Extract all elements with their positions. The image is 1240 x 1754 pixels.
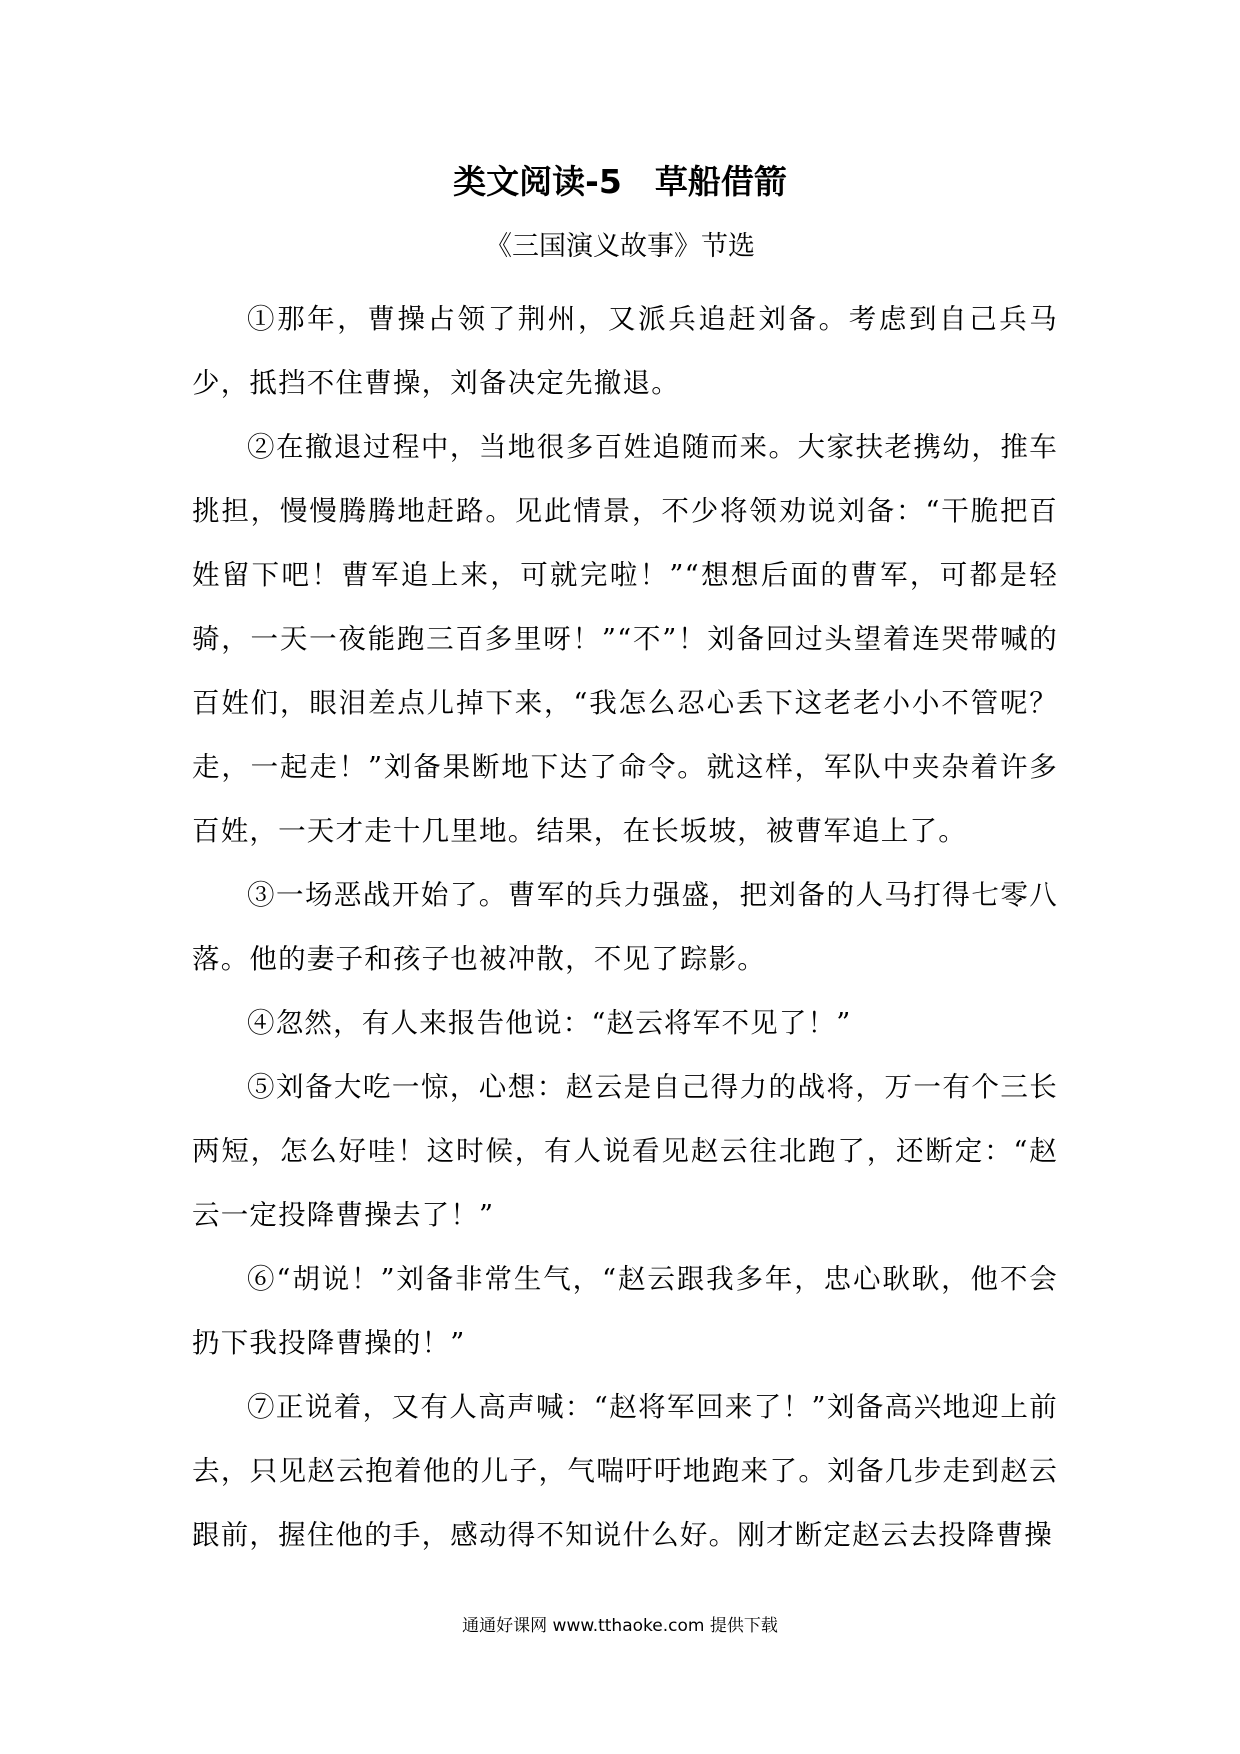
paragraph-2: ②在撤退过程中，当地很多百姓追随而来。大家扶老携幼，推车挑担，慢慢腾腾地赶路。见此情景，不少将领劝说刘备：“干脆把百姓留下吧！曹军追上来，可就完啦！”“想想后面的曹军，可都是轻骑，一天一夜能跑三百多里呀！”“不”！刘备回过头望着连哭带喊的百姓们，眼泪差点儿掉下来，“我怎么忍心丢下这老老小小不管呢？走，一起走！”刘备果断地下达了命令。就这样，军队中夹杂着许多百姓，一天才走十几里地。结果，在长坂坡，被曹军追上了。 bbox=[192, 431, 1058, 847]
page-footer: 通通好课网 www.tthaoke.com 提供下载 bbox=[462, 1616, 778, 1636]
paragraph-7: ⑦正说着，又有人高声喊：“赵将军回来了！”刘备高兴地迎上前去，只见赵云抱着他的儿子，气喘吁吁地跑来了。刘备几步走到赵云跟前，握住他的手，感动得不知说什么好。刚才断定赵云去投降曹操 bbox=[192, 1391, 1058, 1551]
document-subtitle: 《三国演义故事》节选 bbox=[485, 231, 755, 262]
document-title: 类文阅读-5 草船借箭 bbox=[453, 162, 787, 201]
paragraph-6: ⑥“胡说！”刘备非常生气，“赵云跟我多年，忠心耿耿，他不会扔下我投降曹操的！” bbox=[192, 1263, 1058, 1359]
paragraph-3: ③一场恶战开始了。曹军的兵力强盛，把刘备的人马打得七零八落。他的妻子和孩子也被冲散，不见了踪影。 bbox=[192, 879, 1058, 975]
paragraph-5: ⑤刘备大吃一惊，心想：赵云是自己得力的战将，万一有个三长两短，怎么好哇！这时候，有人说看见赵云往北跑了，还断定：“赵云一定投降曹操去了！” bbox=[192, 1071, 1058, 1231]
document-body bbox=[192, 287, 1058, 1567]
paragraph-1: ①那年，曹操占领了荆州，又派兵追赶刘备。考虑到自己兵马少，抵挡不住曹操，刘备决定先撤退。 bbox=[192, 303, 1058, 399]
paragraph-4: ④忽然，有人来报告他说：“赵云将军不见了！” bbox=[247, 1007, 852, 1039]
